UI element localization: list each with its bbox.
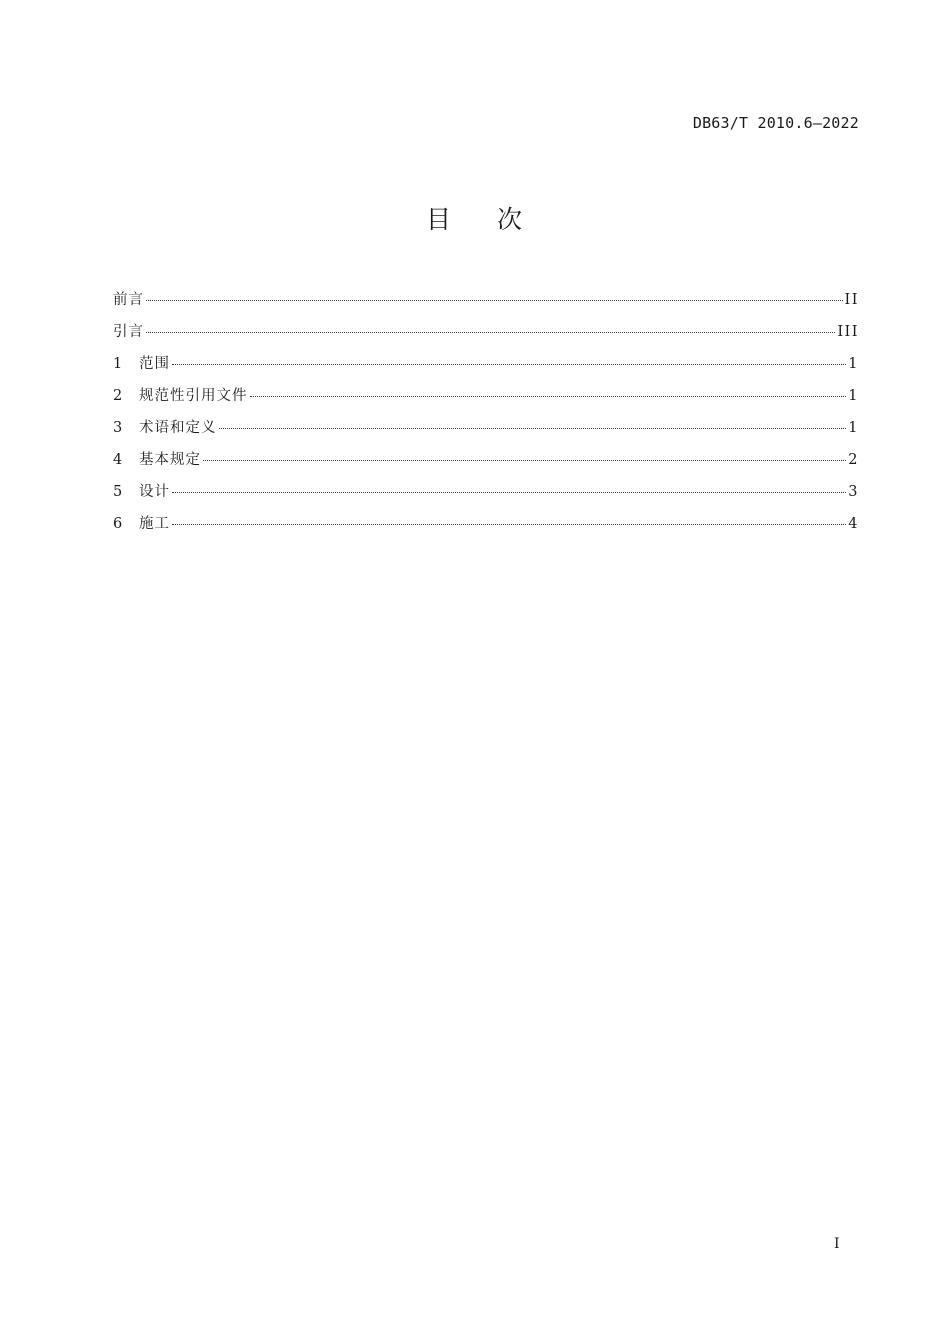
toc-leader-dots [172,364,846,365]
toc-leader-dots [172,492,846,493]
toc-entry-foreword[interactable] [113,288,859,320]
toc-leader-dots [146,300,843,301]
toc-entry-page: 4 [848,516,859,532]
toc-leader-dots [219,428,847,429]
toc-leader-dots [146,332,835,333]
toc-entry-label: 施工 [139,516,170,532]
toc-entry-number: 1 [113,356,123,372]
toc-entry-scope[interactable] [113,352,859,384]
toc-title [0,200,950,236]
toc-entry-label: 设计 [139,484,170,500]
toc-entry-number: 5 [113,484,123,500]
toc-entry-label: 术语和定义 [139,420,217,436]
toc-leader-dots [250,396,847,397]
toc-entry-number: 4 [113,452,123,468]
toc-leader-dots [203,460,846,461]
toc-leader-dots [172,524,846,525]
toc-entry-label: 规范性引用文件 [139,388,248,404]
page-number: I [834,1236,840,1252]
toc-entry-introduction[interactable] [113,320,859,352]
toc-entry-label: 前言 [113,292,144,308]
toc-entry-page: 1 [848,356,859,372]
toc-entry-page: 1 [848,388,859,404]
toc-entry-page: 3 [848,484,859,500]
toc-entry-normative-references[interactable] [113,384,859,416]
toc-title-part1: 目 [425,205,453,234]
toc-entry-number: 6 [113,516,123,532]
toc-entry-page: 2 [848,452,859,468]
toc-entry-construction[interactable] [113,512,859,544]
toc-entry-number: 2 [113,388,123,404]
toc-title-part2: 次 [497,205,525,234]
document-code: DB63/T 2010.6—2022 [692,114,859,132]
toc-entry-label: 引言 [113,324,144,340]
toc-entry-basic-provisions[interactable] [113,448,859,480]
toc-entry-page: III [837,324,859,340]
toc-entry-number: 3 [113,420,123,436]
toc-entry-terms-definitions[interactable] [113,416,859,448]
toc-list [113,288,859,544]
toc-entry-design[interactable] [113,480,859,512]
toc-entry-page: II [844,292,859,308]
toc-entry-page: 1 [848,420,859,436]
toc-entry-label: 范围 [139,356,170,372]
toc-entry-label: 基本规定 [139,452,201,468]
